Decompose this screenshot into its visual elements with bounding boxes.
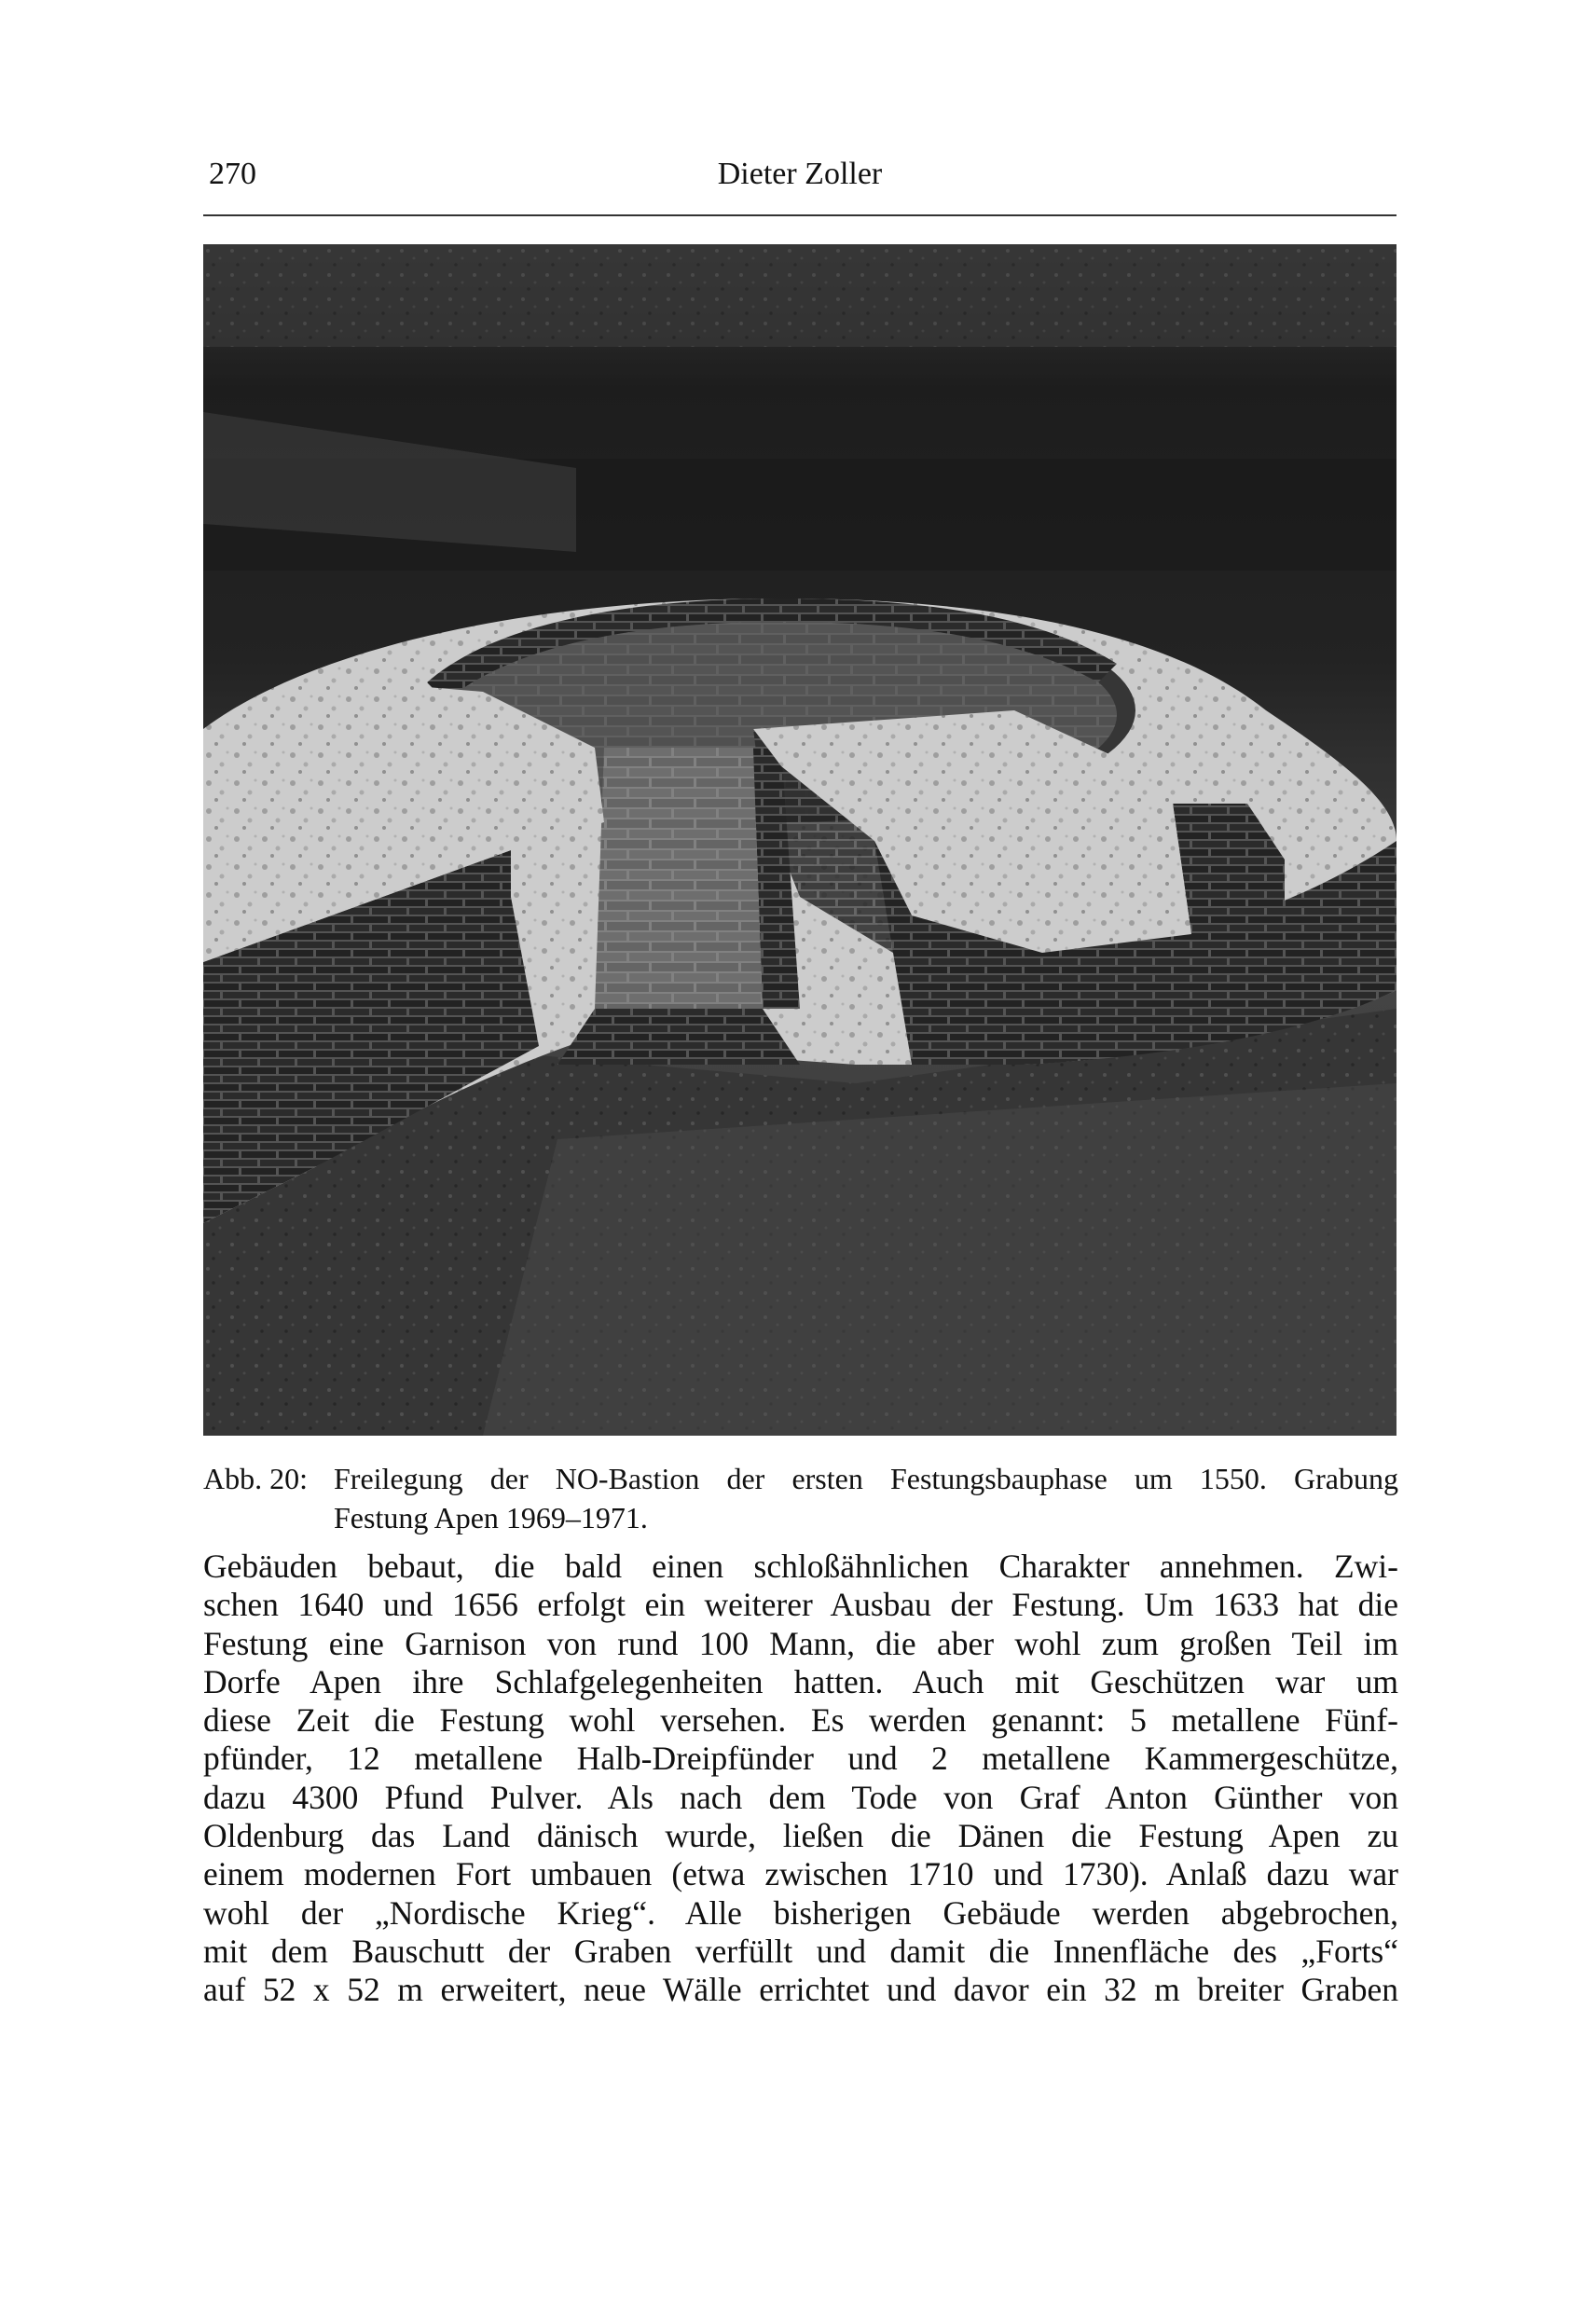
text-line: pfünder, 12 metallene Halb-Dreipfünder und 2 metallene Kammergeschütze,: [203, 1740, 1398, 1778]
text-line: Gebäuden bebaut, die bald einen schloßähnlichen Charakter annehmen. Zwi-: [203, 1548, 1398, 1585]
caption-line: Freilegung der NO-Bastion der ersten Festungsbauphase um 1550. Grabung: [334, 1462, 1398, 1495]
text-line: einem modernen Fort umbauen (etwa zwischen 1710 und 1730). Anlaß dazu war: [203, 1855, 1398, 1893]
text-line: Dorfe Apen ihre Schlafgelegenheiten hatten. Auch mit Geschützen war um: [203, 1662, 1398, 1700]
text-line: Festung eine Garnison von rund 100 Mann, die aber wohl zum großen Teil im: [203, 1624, 1398, 1662]
caption-label: Abb. 20:: [203, 1462, 308, 1495]
page-header: [203, 157, 1396, 205]
body-paragraph: [203, 1548, 1398, 2010]
text-line: auf 52 x 52 m erweitert, neue Wälle errichtet und davor ein 32 m breiter Graben: [203, 1971, 1398, 2009]
header-rule: [203, 214, 1396, 216]
text-line: diese Zeit die Festung wohl versehen. Es werden genannt: 5 metallene Fünf-: [203, 1701, 1398, 1740]
figure-caption: [203, 1459, 1398, 1537]
page-number: 270: [209, 157, 256, 191]
text-line: schen 1640 und 1656 erfolgt ein weiterer Ausbau der Festung. Um 1633 hat die: [203, 1586, 1398, 1624]
text-line: Oldenburg das Land dänisch wurde, ließen die Dänen die Festung Apen zu: [203, 1817, 1398, 1855]
text-line: dazu 4300 Pfund Pulver. Als nach dem Tode von Graf Anton Günther von: [203, 1778, 1398, 1816]
excavation-photo: [203, 244, 1396, 1436]
running-head: Dieter Zoller: [717, 157, 883, 191]
bastion-photo-illustration: [203, 244, 1396, 1436]
caption-line: Festung Apen 1969–1971.: [334, 1501, 648, 1534]
text-line: wohl der „Nordische Krieg“. Alle bisherigen Gebäude werden abgebrochen,: [203, 1893, 1398, 1932]
text-line: mit dem Bauschutt der Graben verfüllt und damit die Innenfläche des „Forts“: [203, 1932, 1398, 1970]
